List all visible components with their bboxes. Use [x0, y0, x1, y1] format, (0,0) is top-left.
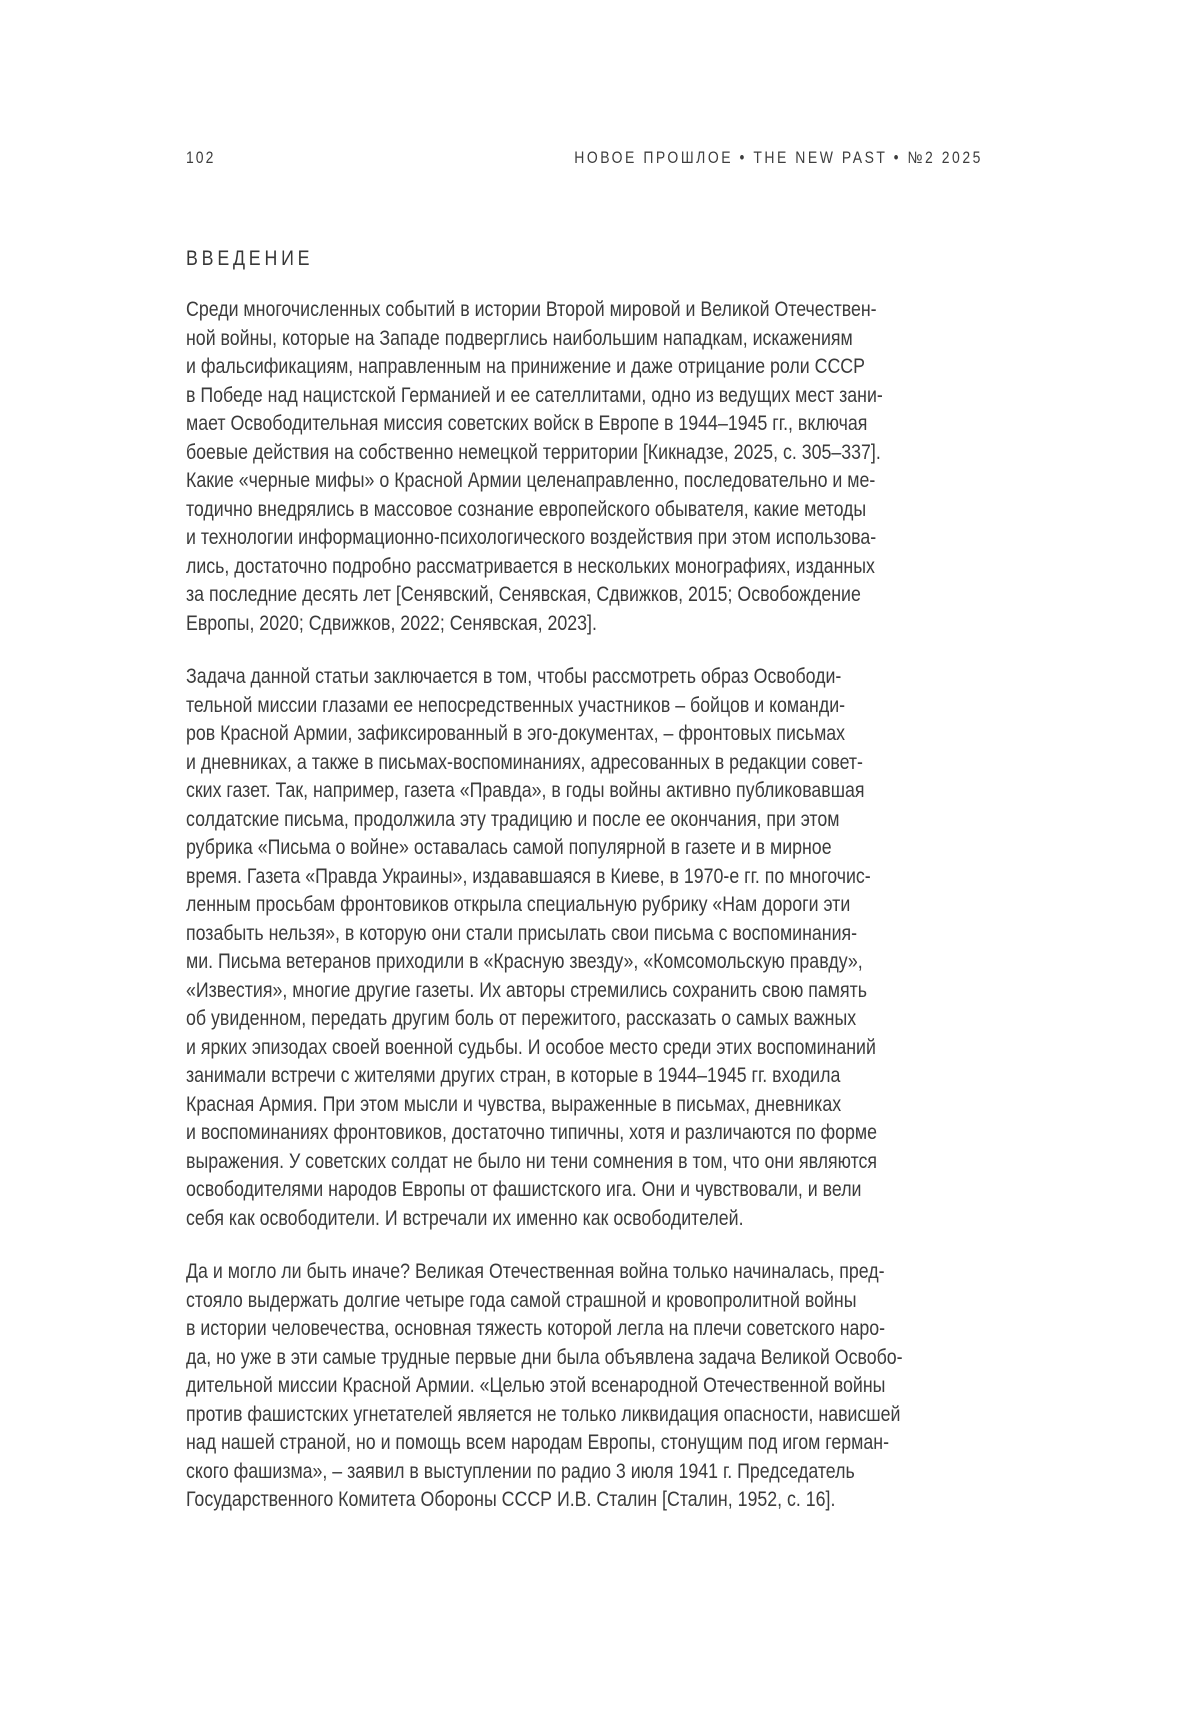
paragraph: Да и могло ли быть иначе? Великая Отечественная война только начиналась, пред- стояло выдержать долгие четыре года самой страшной и кровопролитной войны в истории человечества, основная тяжесть которой легла на плечи советского наро- да, но уже в эти самые трудные первые дни была объявлена задача Великой Освобо- дительной миссии Красной Армии. «Целью этой всенародной Отечественной войны против фашистских угнетателей является не только ликвидация опасности, нависшей над нашей страной, но и помощь всем народам Европы, стонущим под игом герман- ского фашизма», – заявил в выступлении по радио 3 июля 1941 г. Председатель Государственного Комитета Обороны СССР И.В. Сталин [Сталин, 1952, с. 16].	[186, 1260, 903, 1511]
journal-title: НОВОЕ ПРОШЛОЕ • THE NEW PAST • №2 2025	[574, 149, 983, 167]
paragraph: Среди многочисленных событий в истории Второй мировой и Великой Отечествен- ной войны, которые на Западе подверглись наибольшим нападкам, искажениям и фальсификациям, направленным на принижение и даже отрицание роли СССР в Победе над нацистской Германией и ее сателлитами, одно из ведущих мест зани- мает Освободительная миссия советских войск в Европе в 1944–1945 гг., включая боевые действия на собственно немецкой территории [Кикнадзе, 2025, с. 305–337]. Какие «черные мифы» о Красной Армии целенаправленно, последовательно и ме- тодично внедрялись в массовое сознание европейского обывателя, какие методы и технологии информационно-психологического воздействия при этом использова- лись, достаточно подробно рассматривается в нескольких монографиях, изданных за последние десять лет [Сенявский, Сенявская, Сдвижков, 2015; Освобождение Европы, 2020; Сдвижков, 2022; Сенявская, 2023].	[186, 298, 883, 635]
section-heading: ВВЕДЕНИЕ	[186, 247, 314, 270]
running-header	[186, 0, 983, 168]
paragraph: Задача данной статьи заключается в том, чтобы рассмотреть образ Освободи- тельной миссии глазами ее непосредственных участников – бойцов и команди- ров Красной Армии, зафиксированный в эго-документах, – фронтовых письмах и дневниках, а также в письмах-воспоминаниях, адресованных в редакции совет- ских газет. Так, например, газета «Правда», в годы войны активно публиковавшая солдатские письма, продолжила эту традицию и после ее окончания, при этом рубрика «Письма о войне» оставалась самой популярной в газете и в мирное время. Газета «Правда Украины», издававшаяся в Киеве, в 1970-е гг. по многочис- ленным просьбам фронтовиков открыла специальную рубрику «Нам дороги эти позабыть нельзя», в которую они стали присылать свои письма с воспоминания- ми. Письма ветеранов приходили в «Красную звезду», «Комсомольскую правду», «Известия», многие другие газеты. Их авторы стремились сохранить свою память об увиденном, передать другим боль от пережитого, рассказать о самых важных и ярких эпизодах своей военной судьбы. И особое место среди этих воспоминаний занимали встречи с жителями других стран, в которые в 1944–1945 гг. входила Красная Армия. При этом мысли и чувства, выраженные в письмах, дневниках и воспоминаниях фронтовиков, достаточно типичны, хотя и различаются по форме выражения. У советских солдат не было ни тени сомнения в том, что они являются освободителями народов Европы от фашистского ига. Они и чувствовали, и вели себя как освободители. И встречали их именно как освободителей.	[186, 665, 878, 1230]
page-content	[186, 0, 983, 1515]
page-number: 102	[186, 149, 216, 167]
article-body	[186, 296, 983, 1515]
